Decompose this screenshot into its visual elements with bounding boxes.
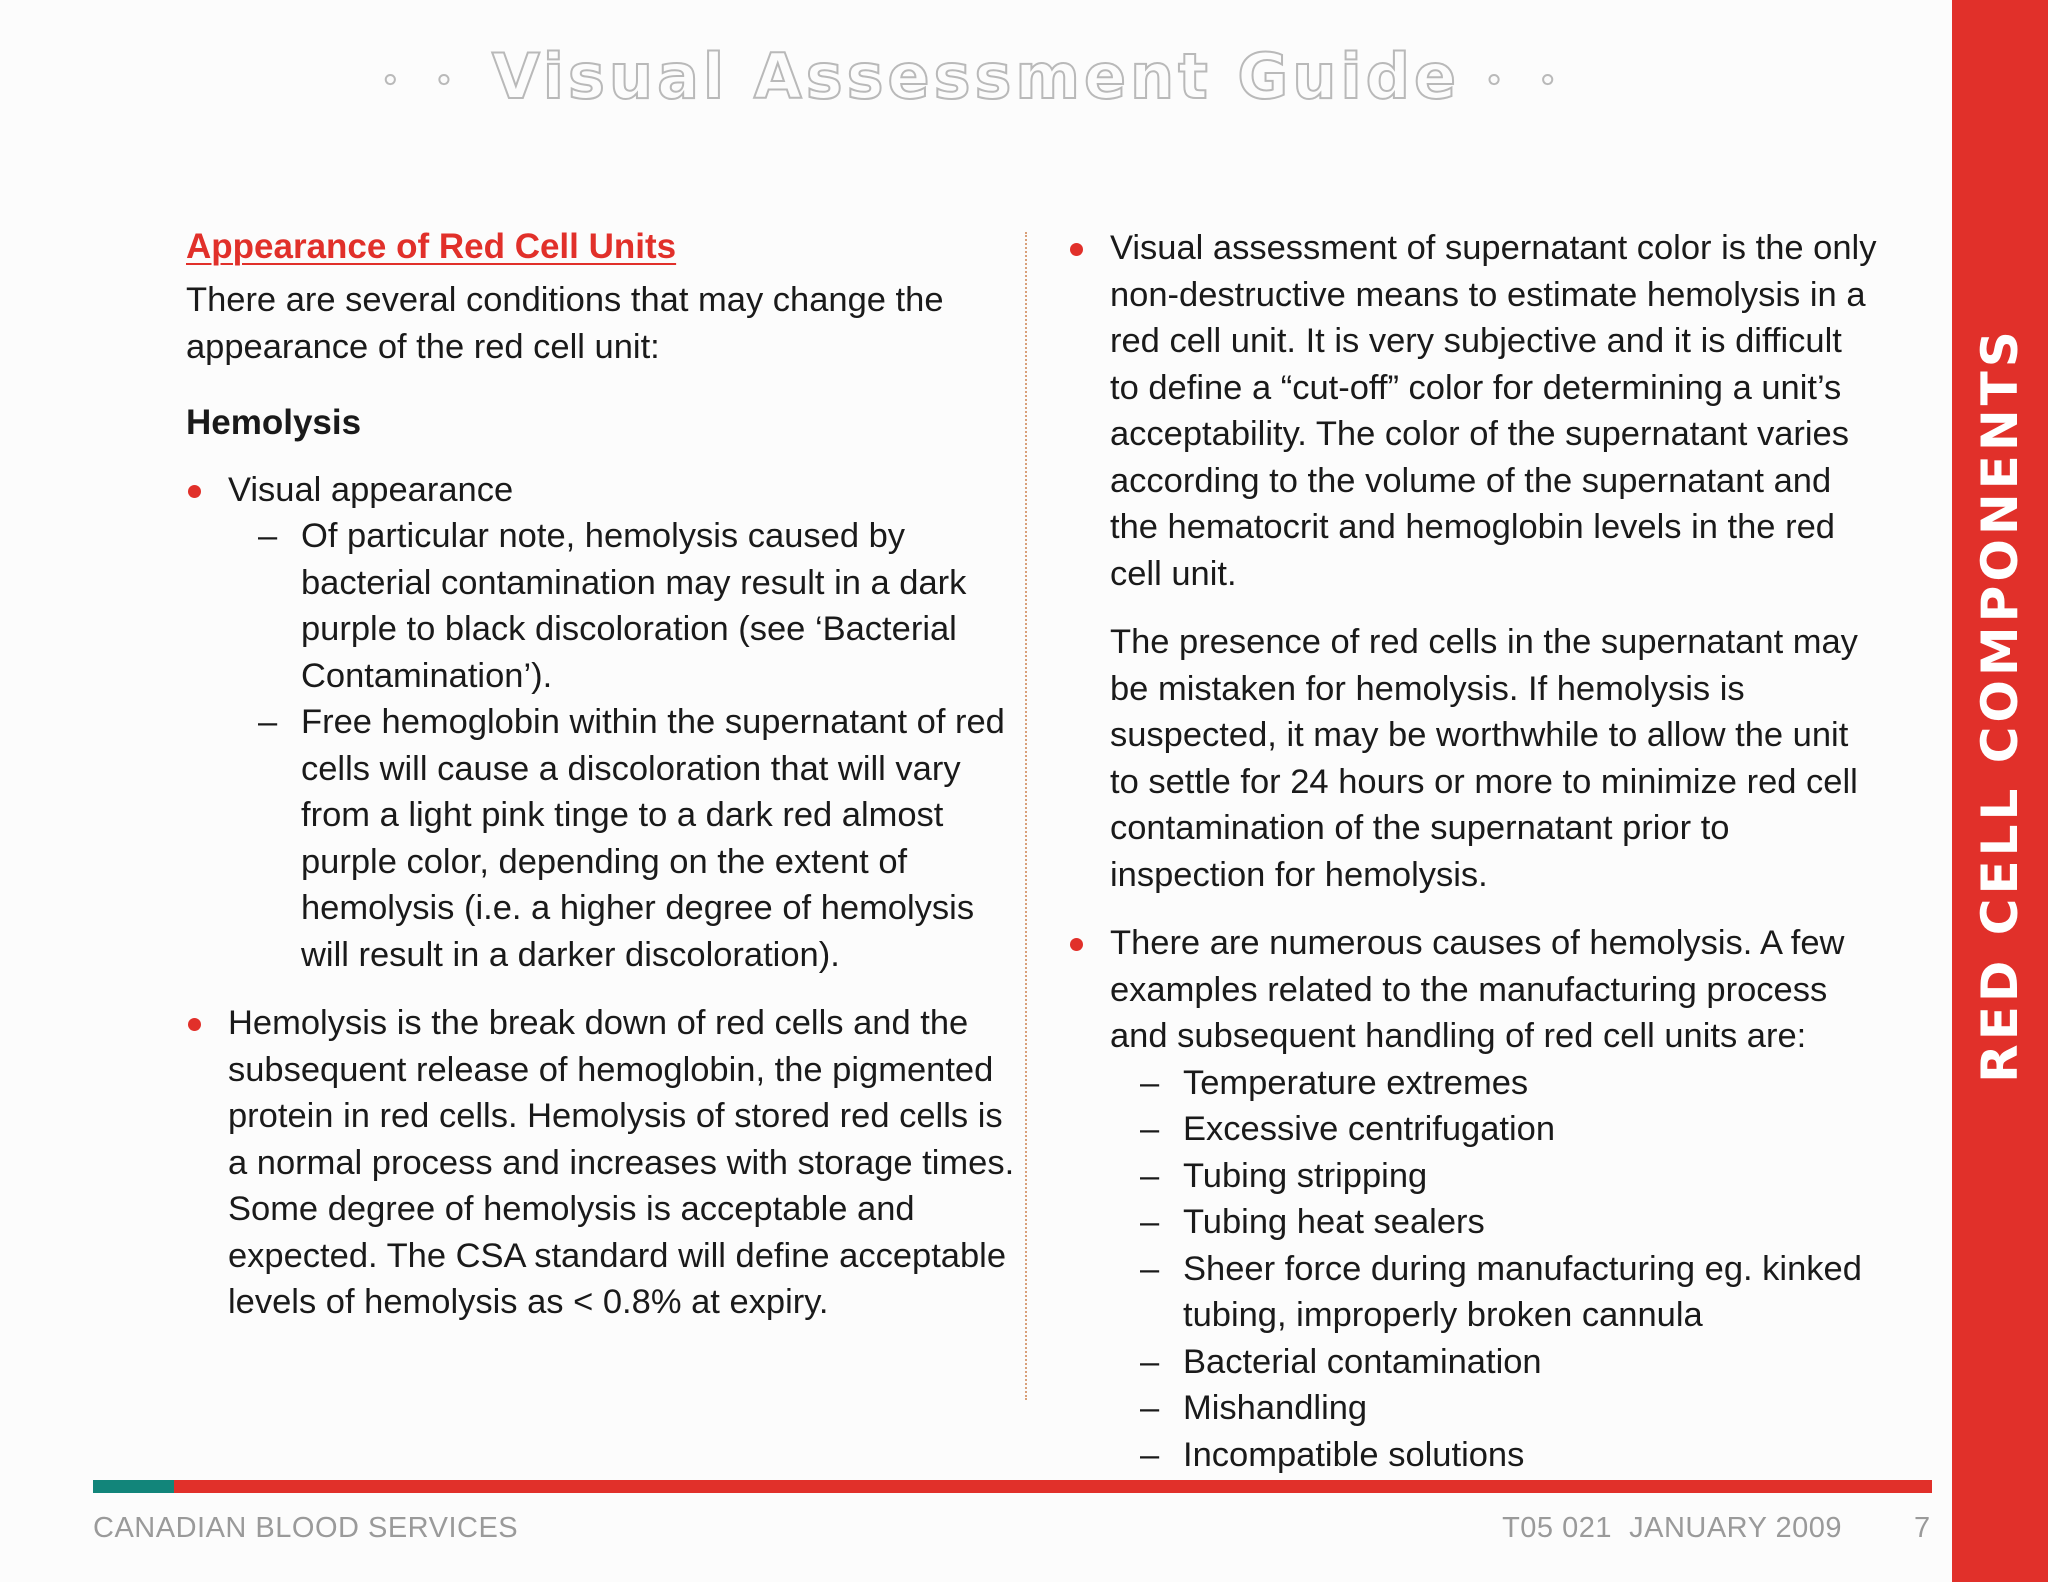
guide-title (0, 40, 1952, 113)
section-title: Appearance of Red Cell Units (186, 227, 677, 266)
causes-list (1110, 1060, 1878, 1479)
right-bullets (1068, 225, 1878, 1478)
visual-appearance-subitems (228, 513, 1016, 978)
list-item: – Of particular note, hemolysis caused by bacterial contamination may result in a dark purple to black discoloration (see ‘Bacterial Contamination’). (228, 513, 1016, 699)
side-tab-label: RED CELL COMPONENTS (1971, 327, 2029, 1083)
paragraph: Visual assessment of supernatant color is the only non-destructive means to estimate hemolysis in a red cell unit. It is very subjective and it is difficult to define a “cut-off” color for determining a unit’s acceptability. The color of the supernatant varies according to the volume of the supernatant and the hematocrit and hemoglobin levels in the red cell unit. (1110, 229, 1877, 593)
list-item: – Incompatible solutions (1110, 1432, 1878, 1479)
title-dots-right: • • (1485, 65, 1570, 96)
list-item: – Sheer force during manufacturing eg. kinked tubing, improperly broken cannula (1110, 1246, 1878, 1339)
paragraph: The presence of red cells in the supernatant may be mistaken for hemolysis. If hemolysis is suspected, it may be worthwhile to allow the unit to settle for 24 hours or more to minimize red cell contamination of the supernatant prior to inspection for hemolysis. (1110, 623, 1858, 894)
column-divider (1025, 232, 1027, 1400)
list-item: – Excessive centrifugation (1110, 1106, 1878, 1153)
bullet-text: There are numerous causes of hemolysis. A few examples related to the manufacturing process and subsequent handling of red cell units are: (1110, 924, 1845, 1055)
page-number: 7 (1914, 1512, 1931, 1544)
list-item: – Tubing heat sealers (1110, 1199, 1878, 1246)
list-item: – Temperature extremes (1110, 1060, 1878, 1107)
intro-text: There are several conditions that may change the appearance of the red cell unit: (186, 281, 944, 366)
footer-rule-red (174, 1480, 1932, 1493)
list-item: – Mishandling (1110, 1385, 1878, 1432)
hemolysis-bullets (186, 467, 1016, 1326)
footer-organization: CANADIAN BLOOD SERVICES (93, 1512, 519, 1544)
list-item: – Bacterial contamination (1110, 1339, 1878, 1386)
left-column (186, 225, 1016, 1348)
bullet-causes (1068, 920, 1878, 1478)
list-item: – Free hemoglobin within the supernatant of red cells will cause a discoloration that will vary from a light pink tinge to a dark red almost purple color, depending on the extent of hemolysis (i.e. a higher degree of hemolysis will result in a darker discoloration). (228, 699, 1016, 978)
bullet-text: Visual appearance (228, 470, 514, 509)
list-item: – Tubing stripping (1110, 1153, 1878, 1200)
footer-document-code: T05 021 JANUARY 2009 (1502, 1512, 1842, 1544)
bullet-visual-appearance (186, 467, 1016, 979)
right-column (1068, 225, 1878, 1500)
bullet-visual-assessment (1068, 225, 1878, 898)
bullet-hemolysis-definition: Hemolysis is the break down of red cells and the subsequent release of hemoglobin, the pigmented protein in red cells. Hemolysis of stored red cells is a normal process and increases with storage times. Some degree of hemolysis is acceptable and expected. The CSA standard will define acceptable levels of hemolysis as < 0.8% at expiry. (186, 1000, 1016, 1326)
title-dots-left: • • (381, 65, 467, 96)
hemolysis-heading: Hemolysis (186, 403, 362, 442)
guide-title-text: Visual Assessment Guide (491, 40, 1461, 113)
footer-rule-teal (93, 1480, 174, 1493)
